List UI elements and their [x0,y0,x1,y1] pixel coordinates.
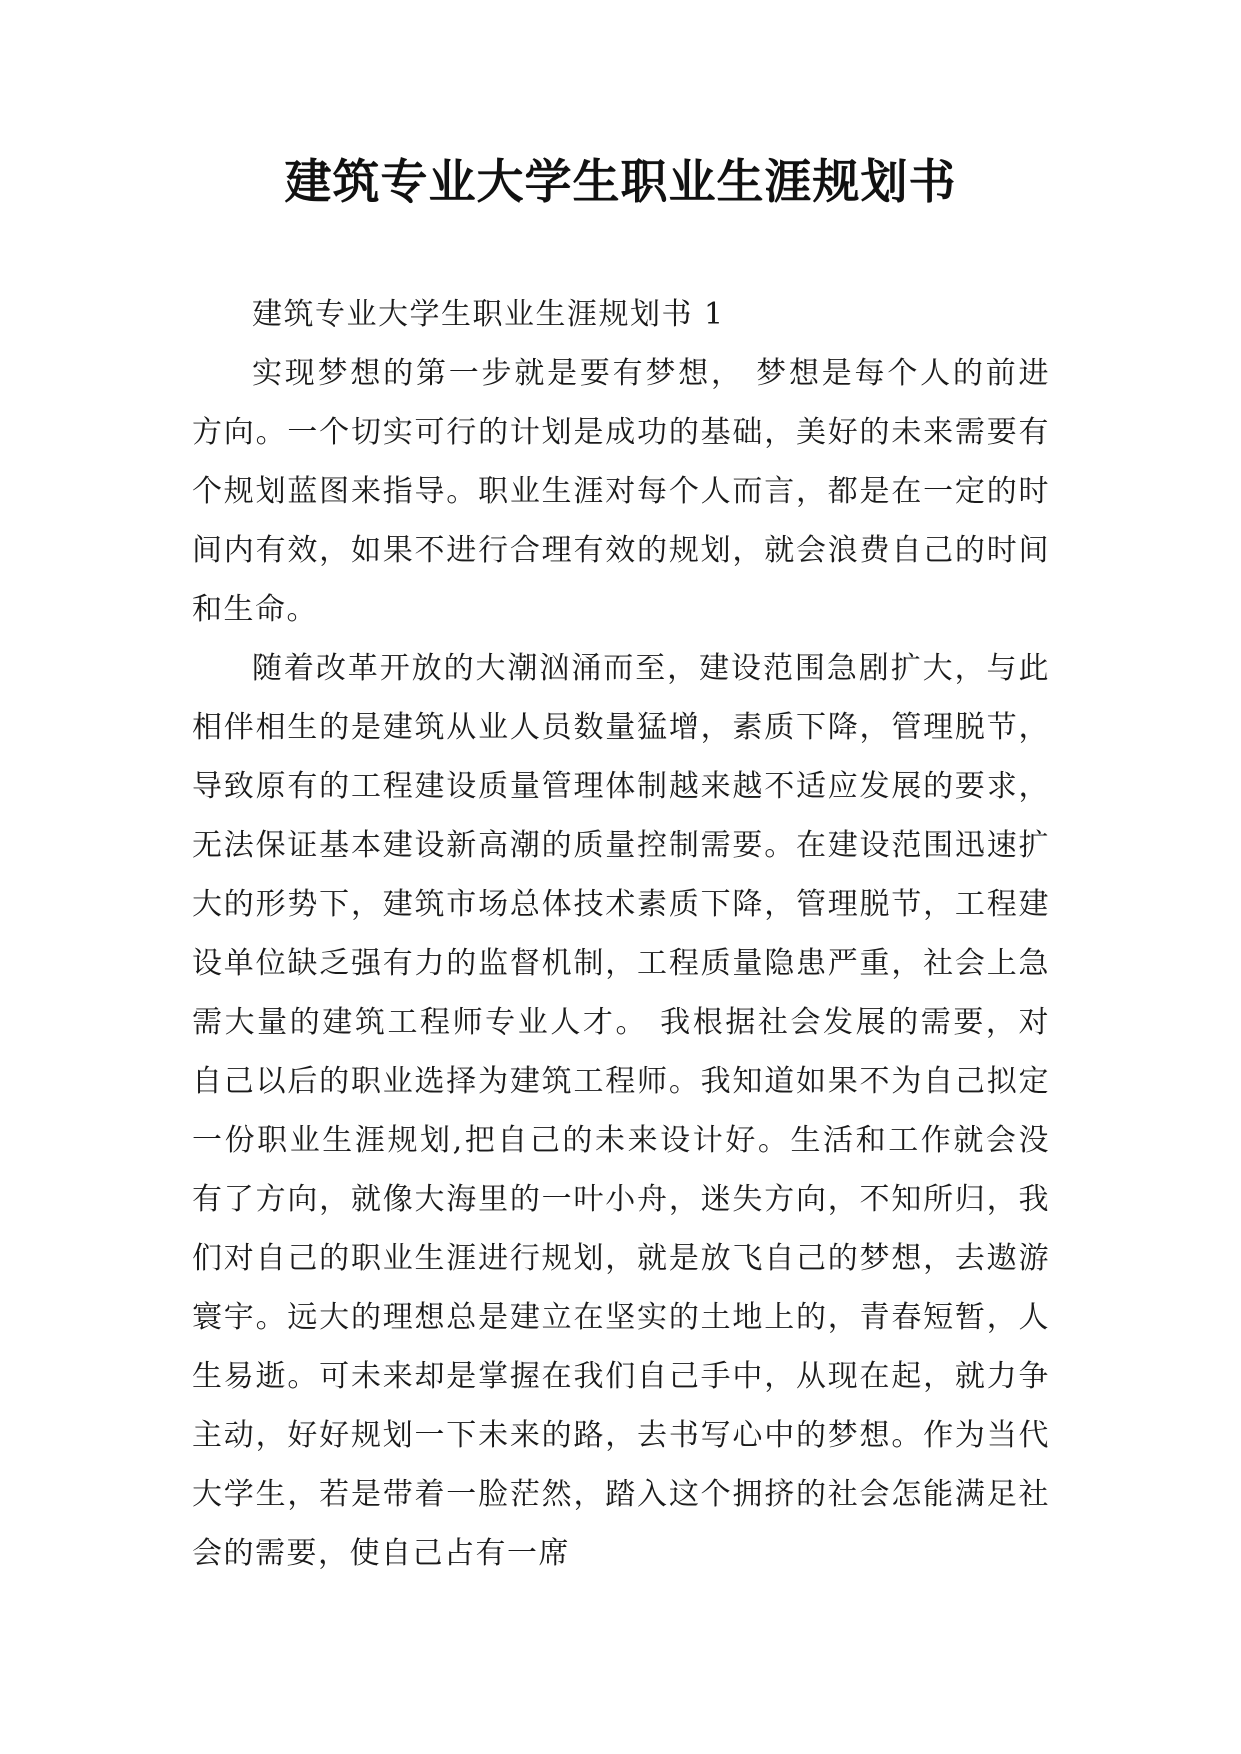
document-title: 建筑专业大学生职业生涯规划书 [284,155,957,210]
document-body [192,285,1050,1583]
section-heading: 建筑专业大学生职业生涯规划书 1 [252,297,725,332]
paragraph-1: 实现梦想的第一步就是要有梦想， 梦想是每个人的前进方向。一个切实可行的计划是成功的基础，美好的未来需要有个规划蓝图来指导。职业生涯对每个人而言，都是在一定的时间内有效，如果不进行合理有效的规划，就会浪费自己的时间和生命。 [192,356,1050,627]
paragraph-2: 随着改革开放的大潮汹涌而至，建设范围急剧扩大，与此相伴相生的是建筑从业人员数量猛增，素质下降，管理脱节，导致原有的工程建设质量管理体制越来越不适应发展的要求，无法保证基本建设新高潮的质量控制需要。在建设范围迅速扩大的形势下，建筑市场总体技术素质下降，管理脱节，工程建设单位缺乏强有力的监督机制，工程质量隐患严重，社会上急需大量的建筑工程师专业人才。 我根据社会发展的需要，对自己以后的职业选择为建筑工程师。我知道如果不为自己拟定一份职业生涯规划,把自己的未来设计好。生活和工作就会没有了方向，就像大海里的一叶小舟，迷失方向，不知所归，我们对自己的职业生涯进行规划，就是放飞自己的梦想，去遨游寰宇。远大的理想总是建立在坚实的土地上的，青春短暂，人生易逝。可未来却是掌握在我们自己手中，从现在起，就力争主动，好好规划一下未来的路，去书写心中的梦想。作为当代大学生，若是带着一脸茫然，踏入这个拥挤的社会怎能满足社会的需要，使自己占有一席 [192,651,1050,1571]
